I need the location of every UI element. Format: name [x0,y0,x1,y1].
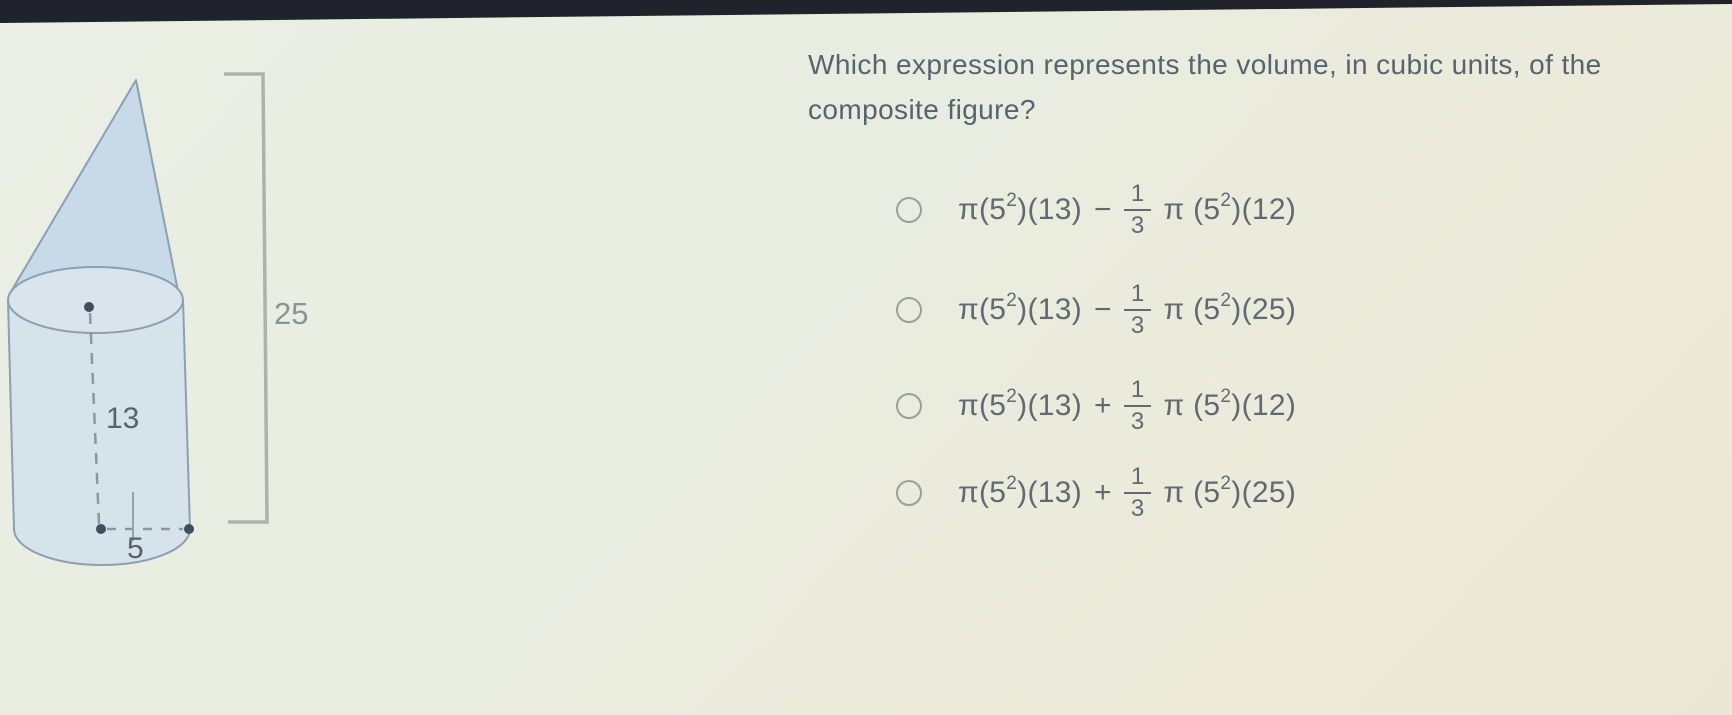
answer-option-2[interactable] [896,280,1296,339]
fraction-numerator: 1 [1124,463,1152,494]
fraction-one-third [1124,180,1152,239]
cylinder-height-label: 13 [106,402,140,435]
fraction-one-third [1124,463,1152,522]
expr-operator: + [1094,388,1112,422]
cylinder-top-ellipse [8,267,183,333]
expr-operator: − [1094,192,1112,226]
expr-tail-exponent: 2 [1220,290,1232,312]
expr-tail: π (5 [1163,292,1221,326]
expr-lead-mid: )(13) [1017,292,1082,326]
fraction-one-third [1124,280,1152,339]
expr-lead: π(5 [958,292,1007,326]
expr-tail-exponent: 2 [1220,473,1232,495]
option-2-expression [958,280,1296,339]
height-bracket [224,74,267,522]
expr-lead-mid: )(13) [1017,388,1082,422]
answer-option-4[interactable] [896,463,1296,522]
expr-lead-mid: )(13) [1017,192,1082,226]
expr-tail: π (5 [1163,388,1221,422]
expr-lead-mid: )(13) [1017,475,1082,509]
expr-lead-exponent: 2 [1006,386,1018,408]
expr-lead: π(5 [958,192,1007,226]
fraction-one-third [1124,376,1152,435]
total-height-label: 25 [274,296,309,331]
expr-lead: π(5 [958,475,1007,509]
radio-button-4[interactable] [896,480,922,506]
expr-operator: + [1094,475,1112,509]
fraction-numerator: 1 [1124,280,1152,311]
fraction-denominator: 3 [1130,407,1145,435]
top-center-dot [84,302,94,312]
expr-lead-exponent: 2 [1006,190,1018,212]
radio-button-1[interactable] [896,197,922,223]
fraction-denominator: 3 [1130,211,1145,239]
option-4-expression [958,463,1296,522]
composite-figure-diagram [0,0,340,610]
fraction-numerator: 1 [1124,180,1152,211]
expr-tail-end: )(25) [1231,475,1297,509]
fraction-numerator: 1 [1124,376,1152,407]
expr-tail-end: )(12) [1231,388,1297,422]
bottom-edge-dot [184,524,194,534]
fraction-denominator: 3 [1130,311,1145,339]
option-3-expression [958,376,1296,435]
radio-button-3[interactable] [896,393,922,419]
radius-label: 5 [127,532,144,565]
answer-option-1[interactable] [896,180,1296,239]
option-1-expression [958,180,1296,239]
expr-operator: − [1094,292,1112,326]
cone-cylinder-figure [0,0,340,610]
expr-lead-exponent: 2 [1006,473,1018,495]
bottom-center-dot [96,524,106,534]
expr-lead-exponent: 2 [1006,290,1018,312]
answer-option-3[interactable] [896,376,1296,435]
radio-button-2[interactable] [896,297,922,323]
expr-tail-end: )(25) [1231,292,1297,326]
expr-tail: π (5 [1163,192,1221,226]
question-text: Which expression represents the volume, in cubic units, of the composite figure? [808,49,1602,125]
fraction-denominator: 3 [1130,494,1145,522]
expr-tail-end: )(12) [1231,192,1297,226]
expr-lead: π(5 [958,388,1007,422]
expr-tail-exponent: 2 [1220,190,1232,212]
expr-tail-exponent: 2 [1220,386,1232,408]
expr-tail: π (5 [1163,475,1221,509]
